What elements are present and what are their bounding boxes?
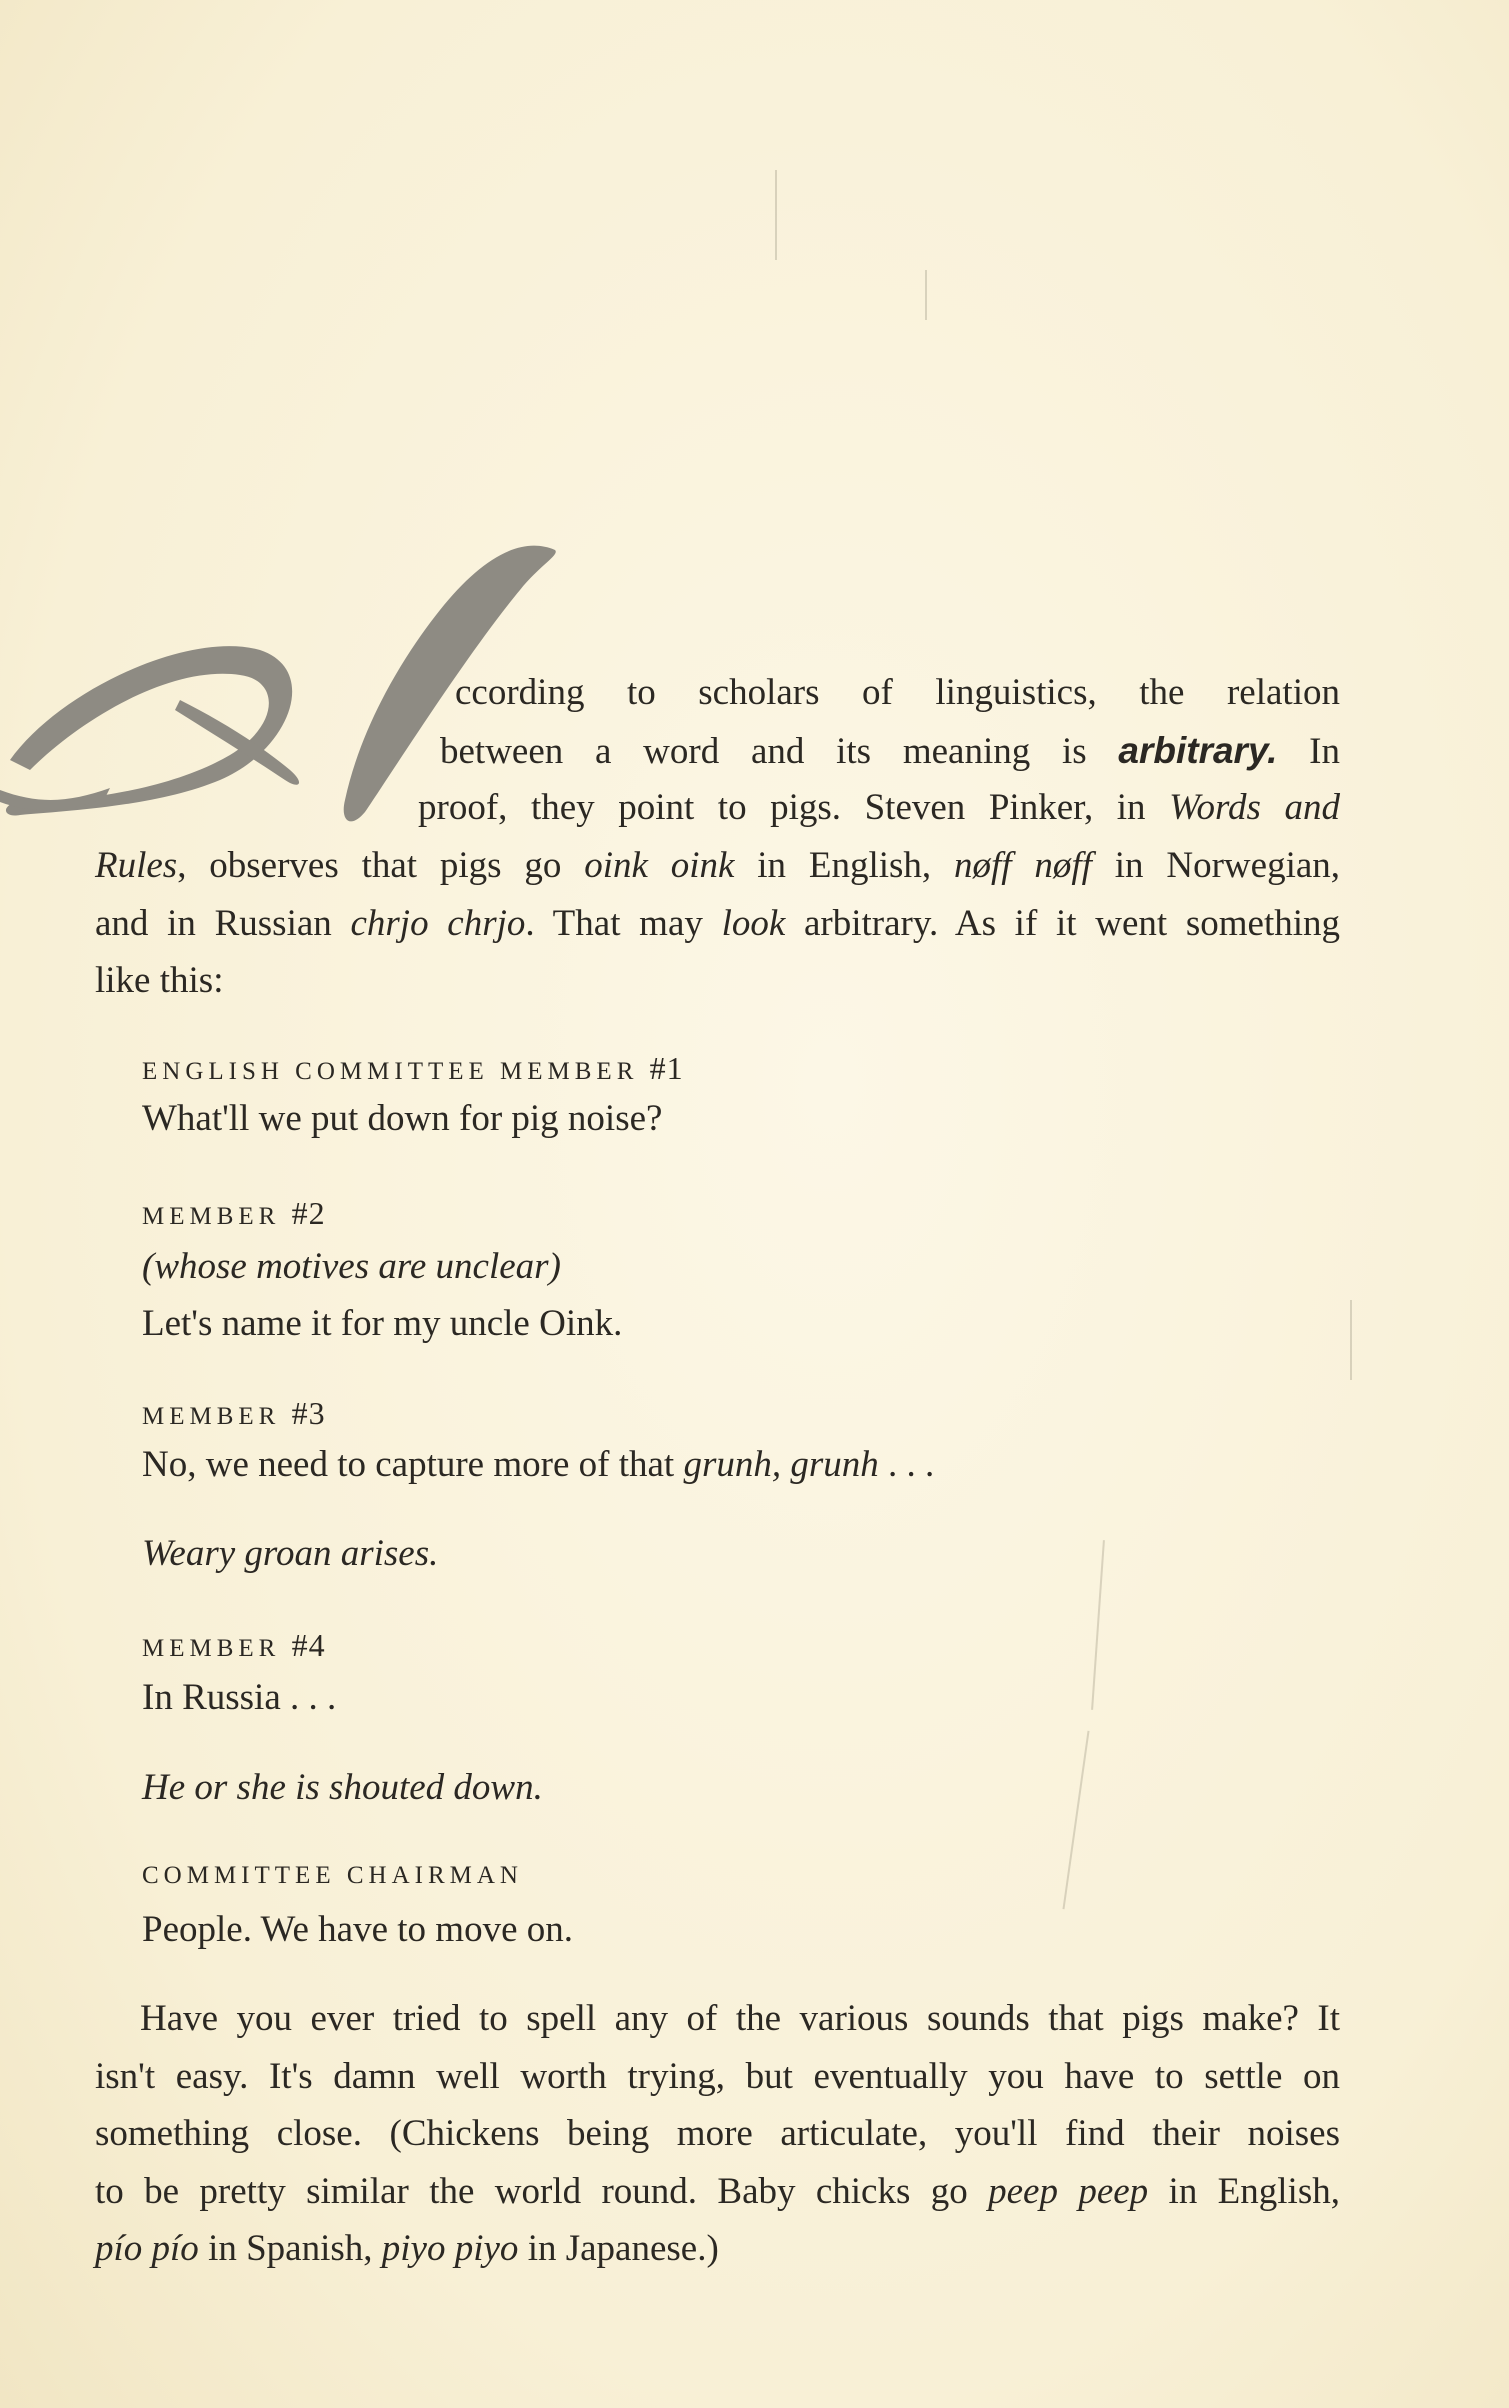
- closing-line-3: something close. (Chickens being more articulate, you'll find their noises: [95, 2113, 1340, 2154]
- dialogue-line: No, we need to capture more of that grunh, grunh . . .: [142, 1444, 935, 1485]
- stage-direction: Weary groan arises.: [142, 1533, 439, 1574]
- intro-line-2: between a word and its meaning is arbitrary. In: [440, 730, 1340, 772]
- speaker-label: MEMBER #3: [142, 1395, 326, 1431]
- speaker-label: ENGLISH COMMITTEE MEMBER #1: [142, 1050, 684, 1086]
- closing-line-4: to be pretty similar the world round. Baby chicks go peep peep in English,: [95, 2171, 1340, 2212]
- intro-line-6: like this:: [95, 960, 224, 1001]
- speaker-label: MEMBER #4: [142, 1627, 326, 1663]
- intro-line-4: Rules, observes that pigs go oink oink in English, nøff nøff in Norwegian,: [95, 845, 1341, 886]
- dialogue-line: Let's name it for my uncle Oink.: [142, 1303, 623, 1344]
- dialogue-line: In Russia . . .: [142, 1677, 337, 1718]
- stage-direction: He or she is shouted down.: [142, 1767, 543, 1808]
- paper-scratch: [1091, 1540, 1105, 1710]
- speaker-label: MEMBER #2: [142, 1195, 326, 1231]
- dialogue-line: People. We have to move on.: [142, 1909, 573, 1950]
- intro-line-1: ccording to scholars of linguistics, the relation: [455, 672, 1340, 713]
- parenthetical: (whose motives are unclear): [142, 1246, 561, 1287]
- paper-scratch: [775, 170, 777, 260]
- closing-line-2: isn't easy. It's damn well worth trying, but eventually you have to settle on: [95, 2056, 1340, 2097]
- closing-line-5: pío pío in Spanish, piyo piyo in Japanese.): [95, 2228, 719, 2269]
- paper-scratch: [1350, 1300, 1352, 1380]
- paper-scratch: [1062, 1731, 1089, 1910]
- intro-line-3: proof, they point to pigs. Steven Pinker, in Words and: [418, 787, 1340, 828]
- dialogue-line: What'll we put down for pig noise?: [142, 1098, 663, 1139]
- speaker-label: COMMITTEE CHAIRMAN: [142, 1862, 523, 1889]
- closing-line-1: Have you ever tried to spell any of the various sounds that pigs make? It: [140, 1998, 1340, 2039]
- intro-line-5: and in Russian chrjo chrjo. That may look arbitrary. As if it went something: [95, 903, 1341, 944]
- paper-scratch: [925, 270, 927, 320]
